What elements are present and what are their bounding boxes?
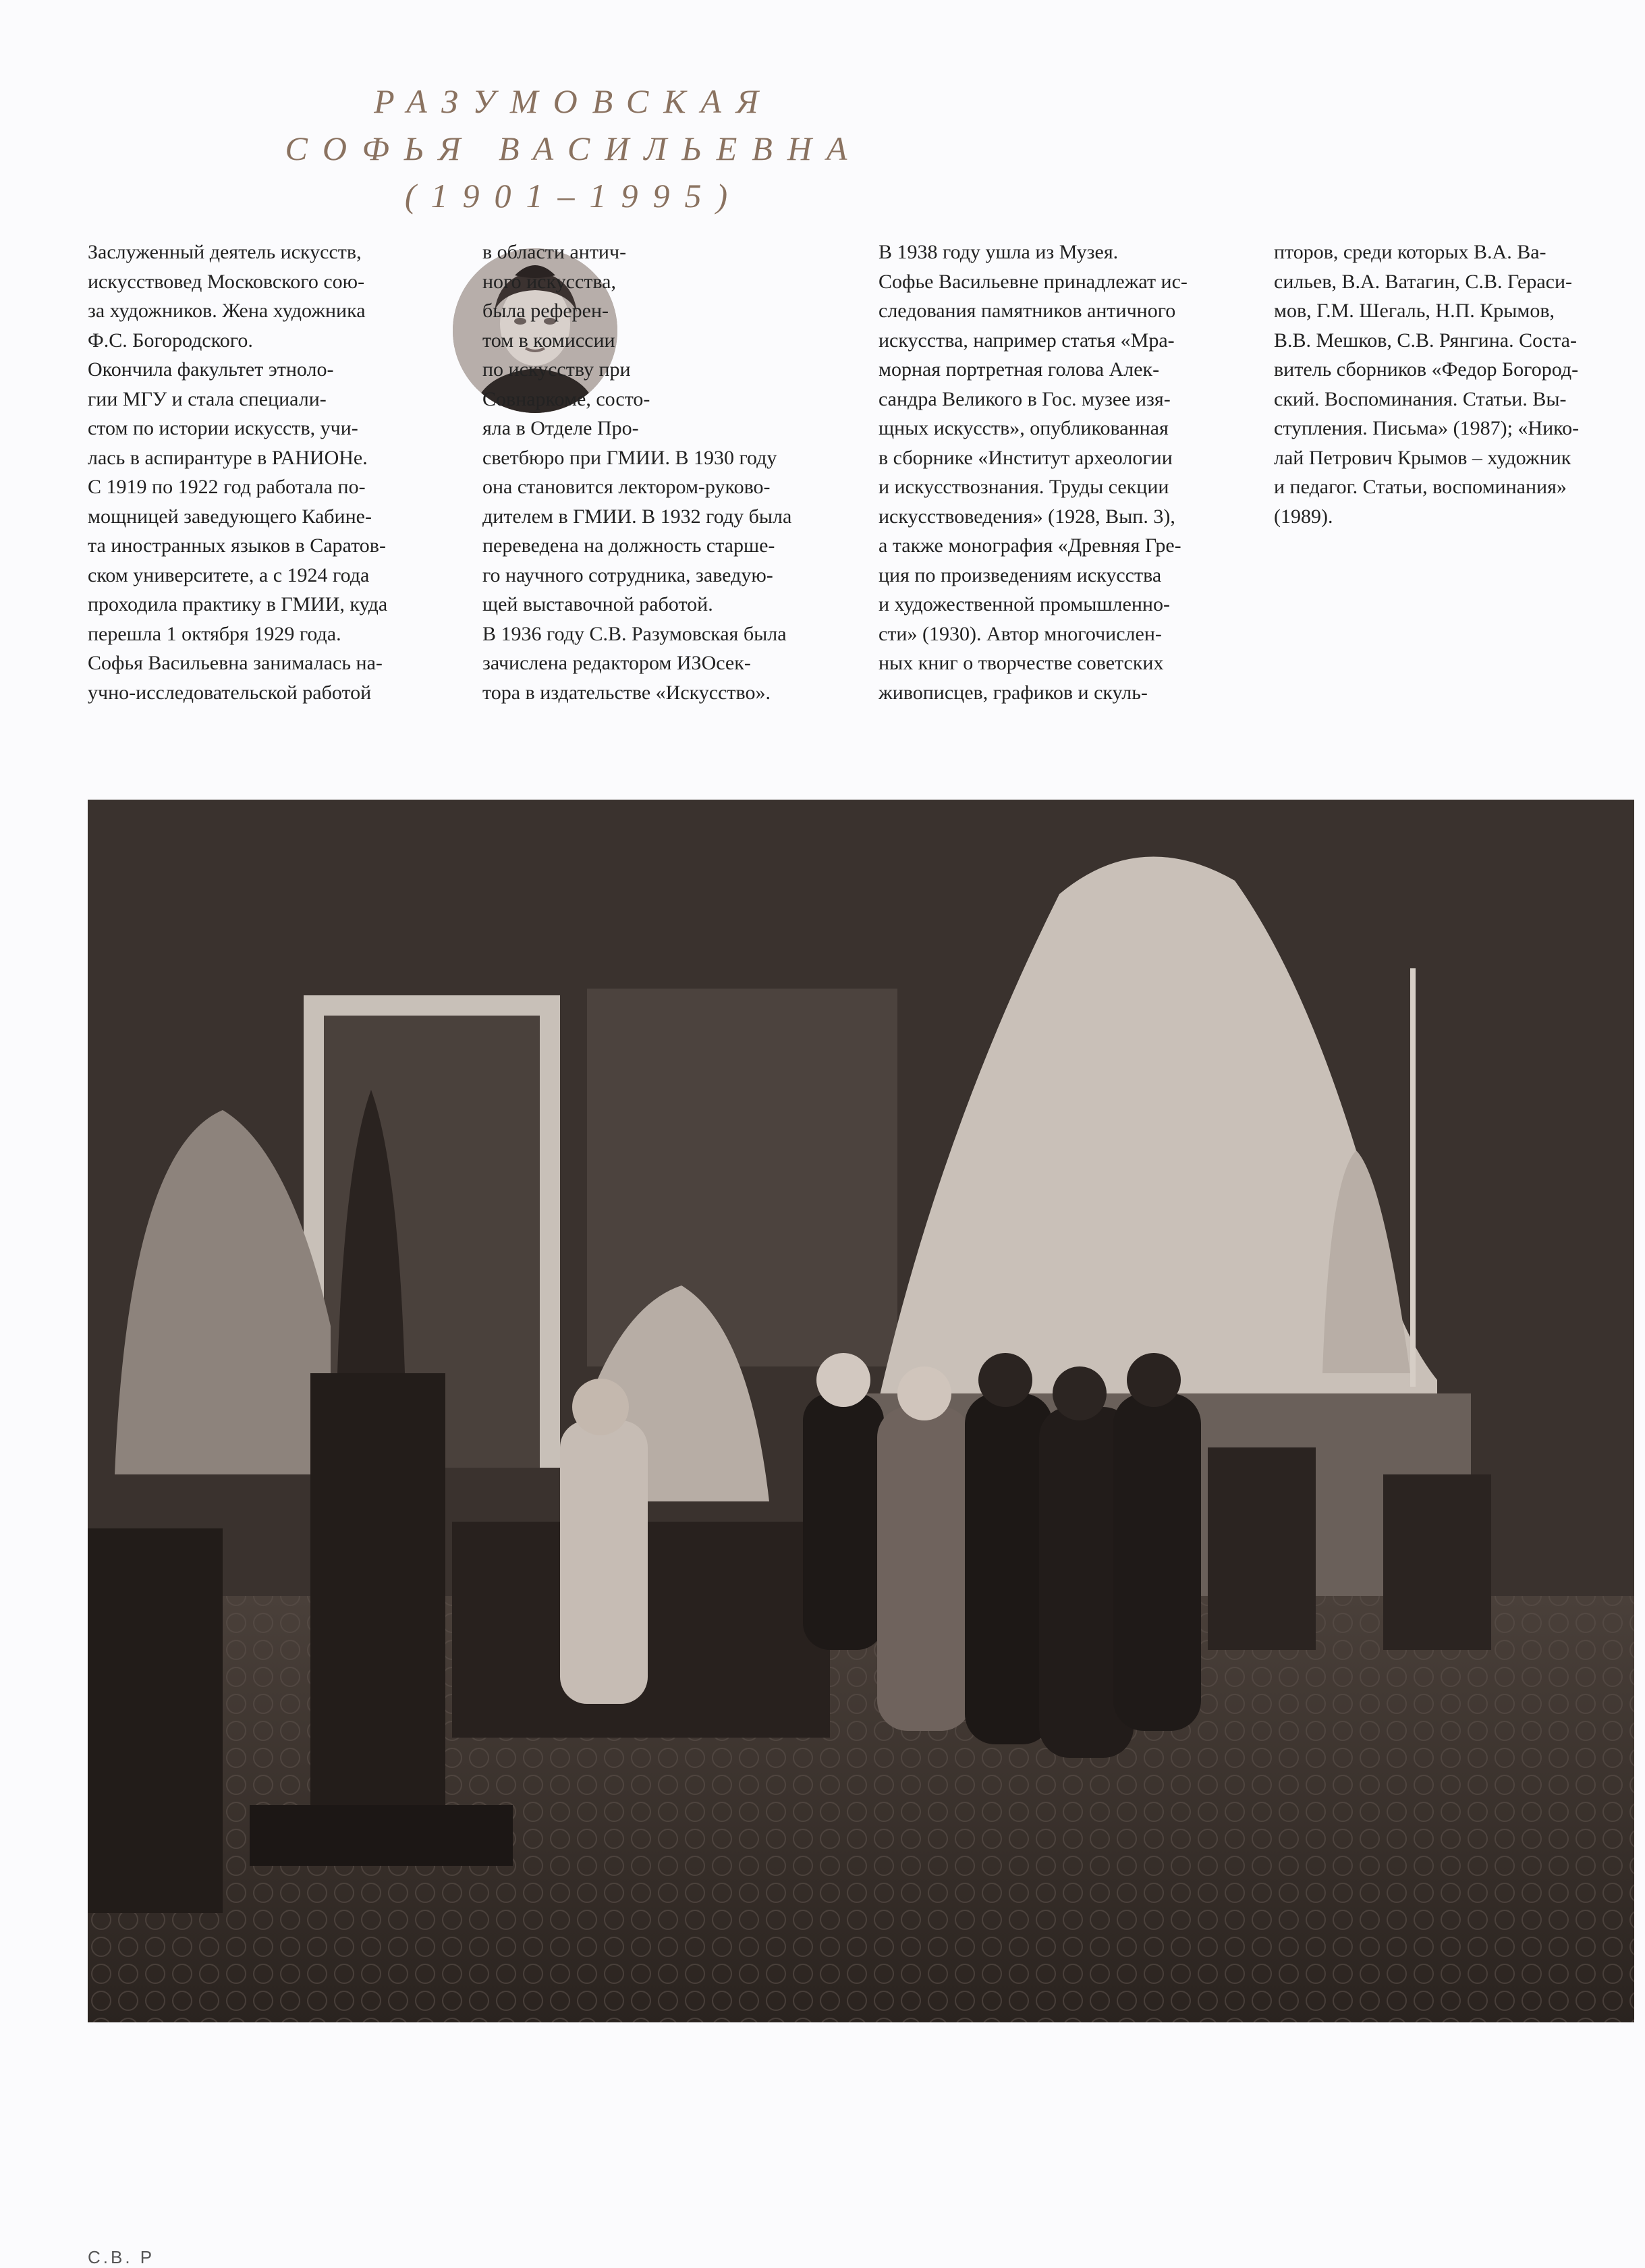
text-line: Ф.С. Богородского. bbox=[88, 329, 253, 352]
text-line: яла в Отделе Про- bbox=[482, 417, 639, 439]
text-line: Софья Васильевна занималась на- bbox=[88, 652, 383, 674]
text-line: сти» (1930). Автор многочислен- bbox=[879, 622, 1162, 645]
text-line: щных искусств», опубликованная bbox=[879, 417, 1169, 439]
text-line: пторов, среди которых В.А. Ва- bbox=[1274, 241, 1546, 263]
text-line: (1989). bbox=[1274, 505, 1333, 528]
text-line: в области антич- bbox=[482, 241, 627, 263]
text-line: учно-исследовательской работой bbox=[88, 681, 372, 704]
title-surname: РАЗУМОВСКАЯ bbox=[374, 82, 773, 120]
text-line: мов, Г.М. Шегаль, Н.П. Крымов, bbox=[1274, 300, 1555, 322]
text-column-2 bbox=[482, 238, 827, 707]
text-line: перешла 1 октября 1929 года. bbox=[88, 622, 341, 645]
text-line: ного искусства, bbox=[482, 270, 616, 293]
text-column-4 bbox=[1274, 238, 1625, 531]
title-given-names: СОФЬЯ ВАСИЛЬЕВНА bbox=[285, 130, 862, 167]
text-line: ском университете, а с 1924 года bbox=[88, 563, 370, 586]
text-line: стом по истории искусств, учи- bbox=[88, 417, 358, 439]
text-line: в сборнике «Институт археологии bbox=[879, 446, 1173, 469]
text-line: и педагог. Статьи, воспоминания» bbox=[1274, 476, 1567, 498]
text-line: го научного сотрудника, заведую- bbox=[482, 563, 773, 586]
text-line: была референ- bbox=[482, 300, 609, 322]
text-line: ных книг о творчестве советских bbox=[879, 652, 1164, 674]
text-line: С 1919 по 1922 год работала по- bbox=[88, 476, 366, 498]
text-line: она становится лектором-руково- bbox=[482, 476, 771, 498]
text-line: следования памятников античного bbox=[879, 300, 1176, 322]
page-title bbox=[175, 78, 972, 219]
text-line: живописцев, графиков и скуль- bbox=[879, 681, 1148, 704]
text-line: а также монография «Древняя Гре- bbox=[879, 534, 1181, 557]
text-line: ция по произведениям искусства bbox=[879, 563, 1162, 586]
text-line: В.В. Мешков, С.В. Рянгина. Соста- bbox=[1274, 329, 1577, 352]
text-column-1 bbox=[88, 238, 452, 707]
text-column-3 bbox=[879, 238, 1243, 707]
text-line: зачислена редактором ИЗОсек- bbox=[482, 652, 751, 674]
text-line: искусства, например статья «Мра- bbox=[879, 329, 1175, 352]
text-line: гии МГУ и стала специали- bbox=[88, 387, 327, 410]
text-line: щей выставочной работой. bbox=[482, 593, 713, 615]
text-line: Окончила факультет этноло- bbox=[88, 358, 334, 381]
text-line: проходила практику в ГМИИ, куда bbox=[88, 593, 388, 615]
text-line: В 1938 году ушла из Музея. bbox=[879, 241, 1119, 263]
text-line: за художников. Жена художника bbox=[88, 300, 366, 322]
text-line: переведена на должность старше- bbox=[482, 534, 775, 557]
text-line: дителем в ГМИИ. В 1932 году была bbox=[482, 505, 792, 528]
text-line: том в комиссии bbox=[482, 329, 615, 352]
text-line: светбюро при ГМИИ. В 1930 году bbox=[482, 446, 777, 469]
text-line: сильев, В.А. Ватагин, С.В. Гераси- bbox=[1274, 270, 1573, 293]
museum-hall-photo bbox=[88, 800, 1634, 2022]
text-line: Заслуженный деятель искусств, bbox=[88, 241, 362, 263]
text-line: искусствоведения» (1928, Вып. 3), bbox=[879, 505, 1175, 528]
text-line: ский. Воспоминания. Статьи. Вы- bbox=[1274, 387, 1567, 410]
text-line: Совнаркоме, состо- bbox=[482, 387, 650, 410]
text-line: сандра Великого в Гос. музее изя- bbox=[879, 387, 1171, 410]
text-line: мощницей заведующего Кабине- bbox=[88, 505, 372, 528]
text-line: искусствовед Московского сою- bbox=[88, 270, 365, 293]
text-line: та иностранных языков в Саратов- bbox=[88, 534, 386, 557]
text-line: ступления. Письма» (1987); «Нико- bbox=[1274, 417, 1580, 439]
text-line: витель сборников «Федор Богород- bbox=[1274, 358, 1579, 381]
text-line: тора в издательстве «Искусство». bbox=[482, 681, 771, 704]
text-line: В 1936 году С.В. Разумовская была bbox=[482, 622, 787, 645]
text-line: лай Петрович Крымов – художник bbox=[1274, 446, 1571, 469]
text-line: лась в аспирантуре в РАНИОНе. bbox=[88, 446, 368, 469]
text-line: Софье Васильевне принадлежат ис- bbox=[879, 270, 1188, 293]
text-line: морная портретная голова Алек- bbox=[879, 358, 1160, 381]
title-years: (1901–1995) bbox=[404, 177, 743, 215]
text-line: и художественной промышленно- bbox=[879, 593, 1170, 615]
text-line: и искусствознания. Труды секции bbox=[879, 476, 1169, 498]
page-footer: С.В. Р bbox=[88, 2247, 155, 2267]
text-line: по искусству при bbox=[482, 358, 631, 381]
